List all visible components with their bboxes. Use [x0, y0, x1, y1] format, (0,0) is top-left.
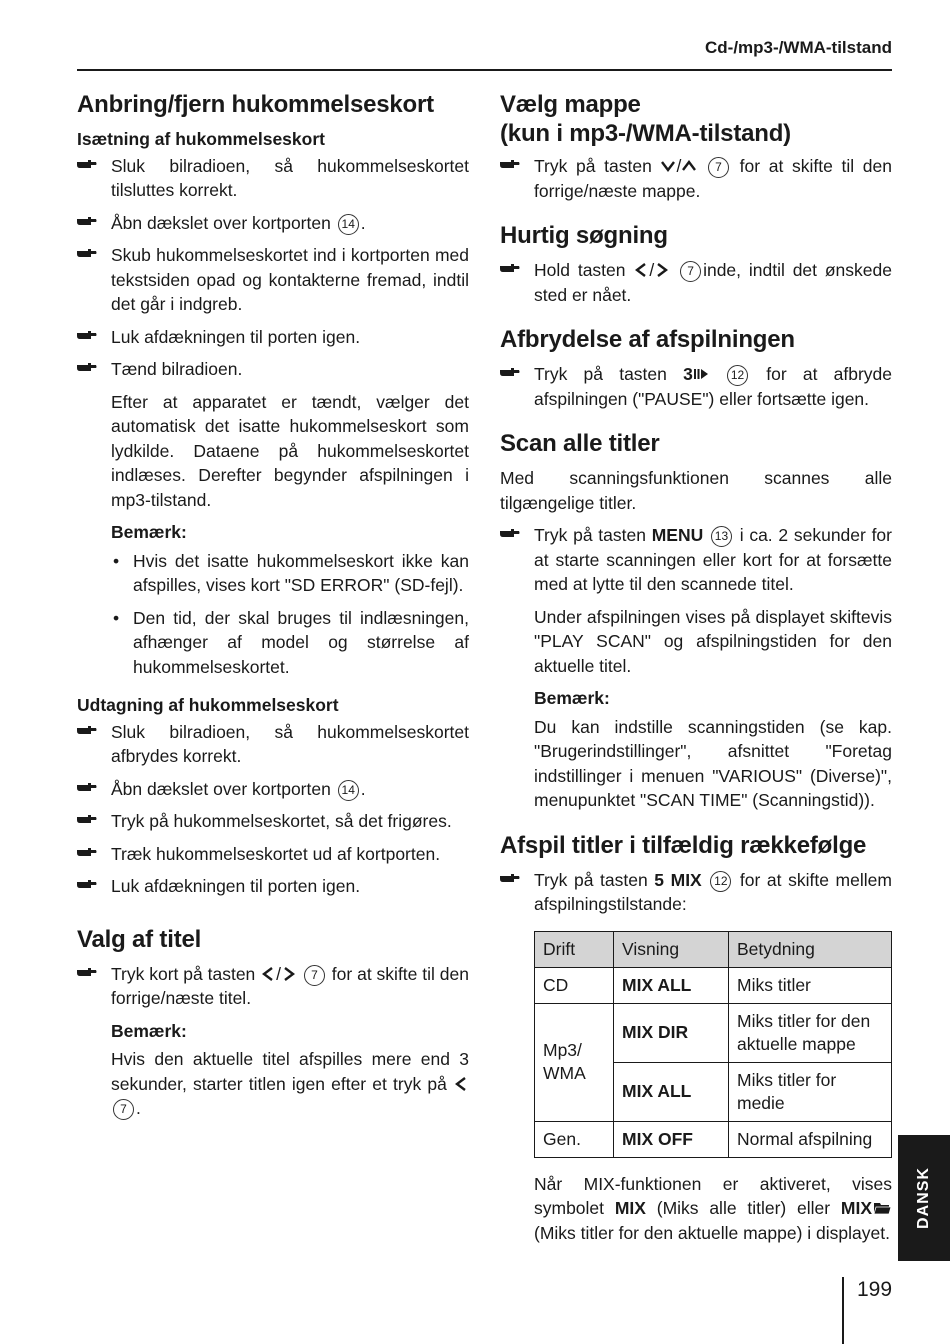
step-item: Luk afdækningen til porten igen. [77, 874, 469, 899]
callout-number: 7 [680, 261, 701, 282]
section-title-select [77, 925, 469, 1121]
section-folder-select [500, 90, 892, 203]
section-memory-card [77, 90, 469, 899]
table-cell: MIX DIR [614, 1003, 729, 1062]
chevron-right-icon [281, 966, 297, 982]
intro-text: Med scanningsfunktionen scannes alle tilgængelige titler. [500, 468, 892, 513]
callout-number: 12 [727, 365, 748, 386]
callout-number: 13 [711, 526, 732, 547]
section-random [500, 831, 892, 1246]
callout-number: 14 [338, 780, 359, 801]
table-cell: Gen. [535, 1121, 614, 1157]
table-cell: MIX ALL [614, 1062, 729, 1121]
step-item: Hold tasten / 7 inde, indtil det ønskede sted er nået. [500, 258, 892, 307]
language-tab: DANSK [898, 1135, 950, 1261]
chevron-left-icon [260, 966, 276, 982]
note-label: Bemærk: [111, 522, 187, 542]
step-item: Tryk på tasten 5 MIX 12 for at skifte mellem afspilningstilstande: [500, 868, 892, 917]
step-item: Sluk bilradioen, så hukommelseskortet tilsluttes korrekt. [77, 154, 469, 203]
table-cell: Normal afspilning [729, 1121, 892, 1157]
page-number: 199 [857, 1278, 893, 1301]
step-note: Efter at apparatet er tændt, vælger det automatisk det isatte hukommelseskort som lydkilde. Dataene på hukommelseskortet indlæses. Derefter begynder afspilningen i mp3-tilstand. [111, 391, 469, 510]
table-row [535, 1003, 892, 1062]
pointing-hand-icon [77, 812, 97, 826]
step-item: Tryk kort på tasten / 7 for at skifte til den forrige/næste titel. [77, 962, 469, 1011]
table-cell: Miks titler for den aktuelle mappe [729, 1003, 892, 1062]
subsection-title: Isætning af hukommelseskort [77, 129, 325, 149]
step-item: Tryk på tasten MENU 13 i ca. 2 sekunder for at starte scanningen eller kort for at forsætte med at lytte til den scannede titel. [500, 523, 892, 597]
column-header: Betydning [729, 931, 892, 967]
pointing-hand-icon [77, 157, 97, 171]
section-scan [500, 429, 892, 813]
table-row [535, 1121, 892, 1157]
step-item: Tryk på tasten 3 12 for at afbryde afspilningen ("PAUSE") eller fortsætte igen. [500, 362, 892, 411]
pointing-hand-icon [77, 214, 97, 228]
section-title: Anbring/fjern hukommelseskort [77, 91, 434, 118]
section-pause [500, 325, 892, 411]
pointing-hand-icon [77, 360, 97, 374]
column-header: Visning [614, 931, 729, 967]
pointing-hand-icon [500, 526, 520, 540]
pointing-hand-icon [77, 780, 97, 794]
callout-number: 7 [304, 965, 325, 986]
note-label: Bemærk: [111, 1020, 187, 1041]
step-item: Luk afdækningen til porten igen. [77, 325, 469, 350]
bullet-item: • Den tid, der skal bruges til indlæsningen, afhænger af model og størrelse af hukommelseskortet. [77, 606, 469, 680]
section-title: Hurtig søgning [500, 222, 668, 249]
step-item: Skub hukommelseskortet ind i kortporten med tekstsiden opad og kontakterne fremad, indtil det går i indgreb. [77, 243, 469, 317]
step-item: Tænd bilradioen. [77, 357, 469, 382]
table-cell: Miks titler for medie [729, 1062, 892, 1121]
step-note: Hvis den aktuelle titel afspilles mere end 3 sekunder, starter titlen igen efter et tryk på 7 . [111, 1049, 469, 1118]
left-column [77, 90, 469, 1139]
mix-mode-table [534, 931, 892, 1158]
pointing-hand-icon [500, 261, 520, 275]
pointing-hand-icon [77, 845, 97, 859]
step-item: Tryk på hukommelseskortet, så det frigøres. [77, 809, 469, 834]
pointing-hand-icon [500, 157, 520, 171]
right-column [500, 90, 892, 1263]
step-item: Åbn dækslet over kortporten 14 . [77, 211, 469, 236]
bullet-item: • Hvis det isatte hukommelseskort ikke kan afspilles, vises kort "SD ERROR" (SD-fejl). [77, 549, 469, 598]
pointing-hand-icon [500, 365, 520, 379]
key-label: MENU [651, 525, 704, 545]
chevron-left-icon [633, 262, 649, 278]
callout-number: 12 [710, 871, 731, 892]
table-row [535, 967, 892, 1003]
callout-number: 7 [708, 157, 729, 178]
callout-number: 14 [338, 214, 359, 235]
chevron-right-icon [654, 262, 670, 278]
section-title: Afspil titler i tilfældig rækkefølge [500, 831, 867, 859]
pointing-hand-icon [77, 723, 97, 737]
pointing-hand-icon [77, 328, 97, 342]
section-fast-search [500, 221, 892, 307]
running-header: Cd-/mp3-/WMA-tilstand [705, 38, 892, 57]
chevron-down-icon [660, 158, 676, 174]
page-number-rule [842, 1277, 844, 1344]
table-header-row [535, 931, 892, 967]
table-cell: Miks titler [729, 967, 892, 1003]
play-pause-icon [693, 366, 709, 382]
section-title: Vælg mappe (kun i mp3-/WMA-tilstand) [500, 91, 791, 147]
table-cell: Mp3/ WMA [535, 1003, 614, 1121]
step-note: Du kan indstille scanningstiden (se kap. "Brugerindstillinger", afsnittet "Foretag indstillinger i menuen "VARIOUS" (Diverse)", menupunktet "SCAN TIME" (Scanningstid)). [534, 716, 892, 810]
key-label: 5 MIX [654, 869, 702, 890]
table-cell: MIX ALL [614, 967, 729, 1003]
step-note: Under afspilningen vises på displayet skiftevis "PLAY SCAN" og afspilningstiden for den aktuelle titel. [534, 606, 892, 676]
section-title: Afbrydelse af afspilningen [500, 326, 795, 353]
pointing-hand-icon [500, 871, 520, 885]
pointing-hand-icon [77, 246, 97, 260]
pointing-hand-icon [77, 877, 97, 891]
step-note: Når MIX-funktionen er aktiveret, vises symbolet MIX (Miks alle titler) eller MIX (Miks titler for den aktuelle mappe) i displayet. [534, 1173, 892, 1243]
pointing-hand-icon [77, 965, 97, 979]
note-label: Bemærk: [534, 688, 610, 708]
column-header: Drift [535, 931, 614, 967]
table-cell: CD [535, 967, 614, 1003]
folder-icon [872, 1200, 892, 1216]
chevron-left-icon [453, 1076, 469, 1092]
callout-number: 7 [113, 1099, 134, 1120]
section-title: Valg af titel [77, 925, 202, 953]
subsection-title: Udtagning af hukommelseskort [77, 695, 339, 715]
step-item: Åbn dækslet over kortporten 14 . [77, 777, 469, 802]
step-item: Træk hukommelseskortet ud af kortporten. [77, 842, 469, 867]
table-cell: MIX OFF [614, 1121, 729, 1157]
header-rule [77, 69, 892, 71]
step-item: Tryk på tasten / 7 for at skifte til den forrige/næste mappe. [500, 154, 892, 203]
section-title: Scan alle titler [500, 430, 660, 457]
chevron-up-icon [681, 158, 697, 174]
key-label: 3 [683, 364, 693, 384]
step-item: Sluk bilradioen, så hukommelseskortet afbrydes korrekt. [77, 720, 469, 769]
